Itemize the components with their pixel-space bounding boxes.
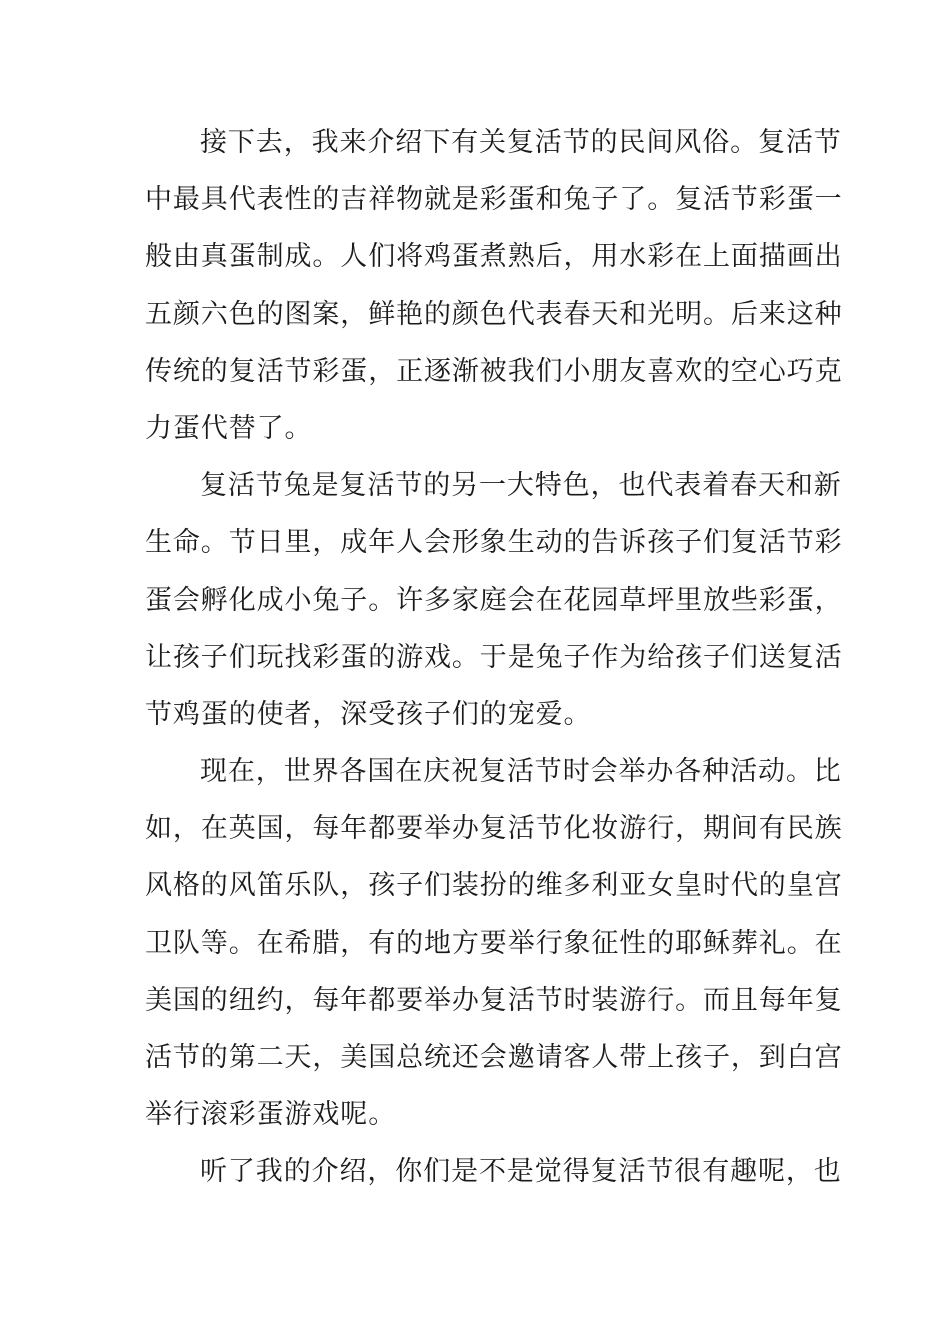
text-line: 蛋会孵化成小兔子。许多家庭会在花园草坪里放些彩蛋， [145, 584, 843, 616]
text-line: 如，在英国，每年都要举办复活节化妆游行，期间有民族 [145, 813, 843, 845]
text-line: 般由真蛋制成。人们将鸡蛋煮熟后，用水彩在上面描画出 [145, 241, 843, 273]
paragraph-easter-bunny [145, 457, 843, 743]
paragraph-world-celebrations [145, 743, 843, 1143]
text-line: 节鸡蛋的使者，深受孩子们的宠爱。 [145, 698, 592, 730]
paragraph-customs-intro [145, 114, 843, 457]
text-line: 传统的复活节彩蛋，正逐渐被我们小朋友喜欢的空心巧克 [145, 355, 843, 387]
text-line: 五颜六色的图案，鲜艳的颜色代表春天和光明。后来这种 [145, 298, 843, 330]
text-line: 接下去，我来介绍下有关复活节的民间风俗。复活节 [200, 127, 842, 158]
text-line: 中最具代表性的吉祥物就是彩蛋和兔子了。复活节彩蛋一 [145, 184, 843, 216]
text-line: 美国的纽约，每年都要举办复活节时装游行。而且每年复 [145, 984, 843, 1016]
paragraph-closing [145, 1143, 842, 1200]
text-line: 风格的风笛乐队，孩子们装扮的维多利亚女皇时代的皇宫 [145, 870, 843, 902]
text-line: 让孩子们玩找彩蛋的游戏。于是兔子作为给孩子们送复活 [145, 641, 843, 673]
text-line: 生命。节日里，成年人会形象生动的告诉孩子们复活节彩 [145, 527, 843, 559]
text-line: 活节的第二天，美国总统还会邀请客人带上孩子，到白宫 [145, 1042, 843, 1073]
text-line: 复活节兔是复活节的另一大特色，也代表着春天和新 [200, 470, 842, 502]
text-line: 卫队等。在希腊，有的地方要举行象征性的耶稣葬礼。在 [145, 927, 843, 959]
text-line: 举行滚彩蛋游戏呢。 [145, 1099, 397, 1131]
document-body [145, 114, 843, 1201]
text-line: 力蛋代替了。 [145, 412, 313, 444]
text-line: 听了我的介绍，你们是不是觉得复活节很有趣呢，也 [200, 1156, 842, 1188]
text-line: 现在，世界各国在庆祝复活节时会举办各种活动。比 [200, 756, 842, 788]
